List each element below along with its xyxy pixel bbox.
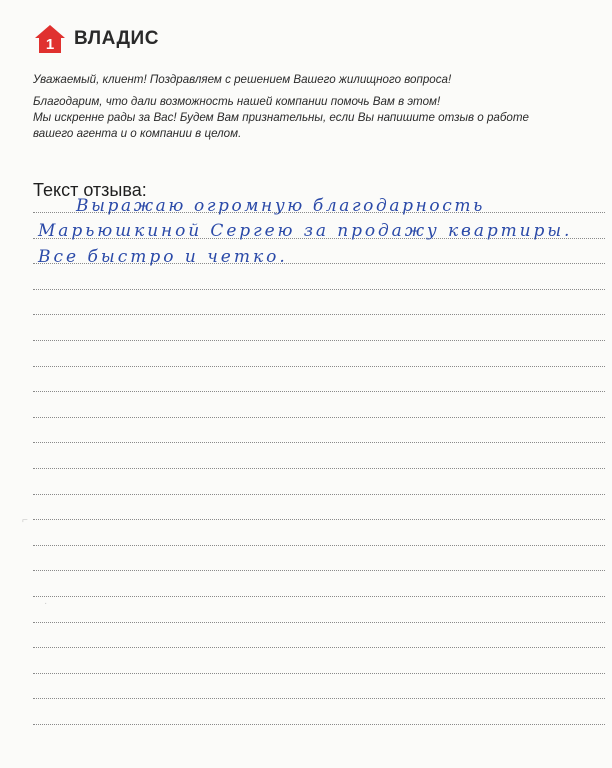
ruled-line [33, 468, 605, 469]
intro-line-3: вашего агента и о компании в целом. [33, 127, 242, 140]
ruled-line [33, 494, 605, 495]
intro-text [33, 72, 593, 142]
handwritten-line-2: Марьюшкиной Сергею за продажу квартиры. [38, 221, 573, 241]
handwritten-line-3: Все быстро и четко. [38, 247, 288, 267]
ruled-line [33, 673, 605, 674]
brand-name: ВЛАДИС [74, 28, 159, 49]
ruled-line [33, 314, 605, 315]
ruled-line [33, 391, 605, 392]
ruled-line [33, 622, 605, 623]
ruled-line [33, 519, 605, 520]
intro-line-1: Благодарим, что дали возможность нашей компании помочь Вам в этом! [33, 95, 441, 108]
ruled-line [33, 647, 605, 648]
ruled-line [33, 289, 605, 290]
greeting-line: Уважаемый, клиент! Поздравляем с решением Вашего жилищного вопроса! [33, 73, 452, 86]
ruled-line [33, 698, 605, 699]
company-logo [34, 24, 159, 54]
ruled-line [33, 570, 605, 571]
ruled-line [33, 442, 605, 443]
ruled-line [33, 340, 605, 341]
ruled-line [33, 545, 605, 546]
handwritten-line-1: Выражаю огромную благодарность [76, 196, 485, 216]
intro-line-2: Мы искренне рады за Вас! Будем Вам признательны, если Вы напишите отзыв о работе [33, 111, 529, 124]
review-title: Текст отзыва: [33, 180, 147, 200]
ruled-line [33, 596, 605, 597]
ruled-line [33, 417, 605, 418]
ruled-line [33, 724, 605, 725]
scan-speck: ⌐ [22, 515, 28, 526]
ruled-line [33, 366, 605, 367]
logo-digit: 1 [45, 36, 55, 53]
scan-speck: · [44, 598, 48, 609]
house-logo-icon [34, 24, 66, 54]
